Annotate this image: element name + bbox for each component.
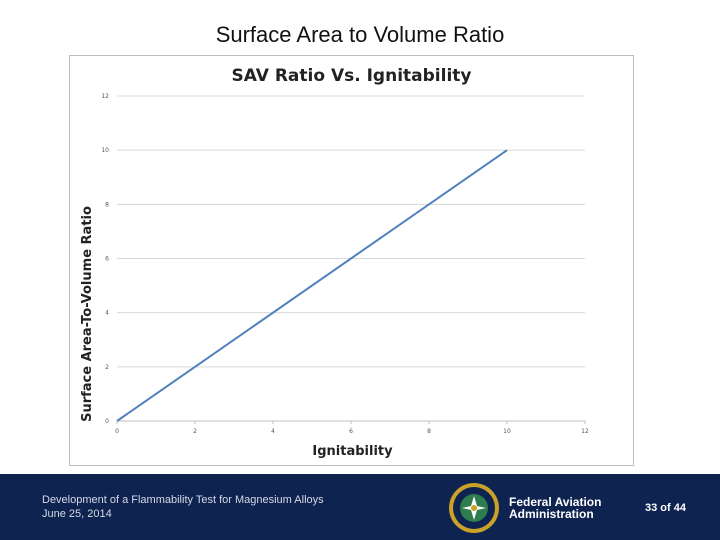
chart-frame bbox=[69, 55, 634, 466]
page-number: 33 of 44 bbox=[645, 502, 686, 514]
agency-name-line2: Administration bbox=[509, 507, 594, 521]
y-tick-label: 0 bbox=[105, 418, 109, 425]
x-axis-label: Ignitability bbox=[312, 444, 393, 459]
x-tick-label: 10 bbox=[503, 428, 511, 435]
x-tick-label: 2 bbox=[193, 428, 197, 435]
y-tick-label: 8 bbox=[105, 201, 109, 209]
x-tick-label: 12 bbox=[581, 428, 589, 435]
y-tick-label: 4 bbox=[105, 309, 109, 317]
faa-seal-logo bbox=[448, 482, 500, 534]
agency-name-line1: Federal Aviation bbox=[509, 495, 602, 509]
series-line bbox=[117, 150, 507, 421]
chart-title: SAV Ratio Vs. Ignitability bbox=[231, 66, 472, 86]
y-axis-label: Surface Area-To-Volume Ratio bbox=[80, 206, 95, 422]
x-tick-label: 4 bbox=[271, 428, 275, 435]
x-tick-label: 0 bbox=[115, 428, 119, 435]
y-tick-label: 2 bbox=[105, 363, 109, 371]
agency-name bbox=[509, 496, 601, 520]
slide-title: Surface Area to Volume Ratio bbox=[215, 22, 505, 47]
x-tick-label: 6 bbox=[349, 428, 353, 435]
footer-bar bbox=[0, 474, 720, 540]
y-tick-label: 12 bbox=[101, 93, 109, 100]
y-tick-label: 6 bbox=[105, 255, 109, 263]
footer-presentation-title: Development of a Flammability Test for Magnesium Alloys bbox=[42, 494, 324, 506]
chart-plot-area bbox=[70, 56, 635, 467]
y-tick-label: 10 bbox=[101, 147, 109, 155]
footer-date: June 25, 2014 bbox=[42, 508, 112, 520]
x-tick-label: 8 bbox=[427, 428, 431, 435]
footer-presentation-info bbox=[42, 493, 324, 521]
